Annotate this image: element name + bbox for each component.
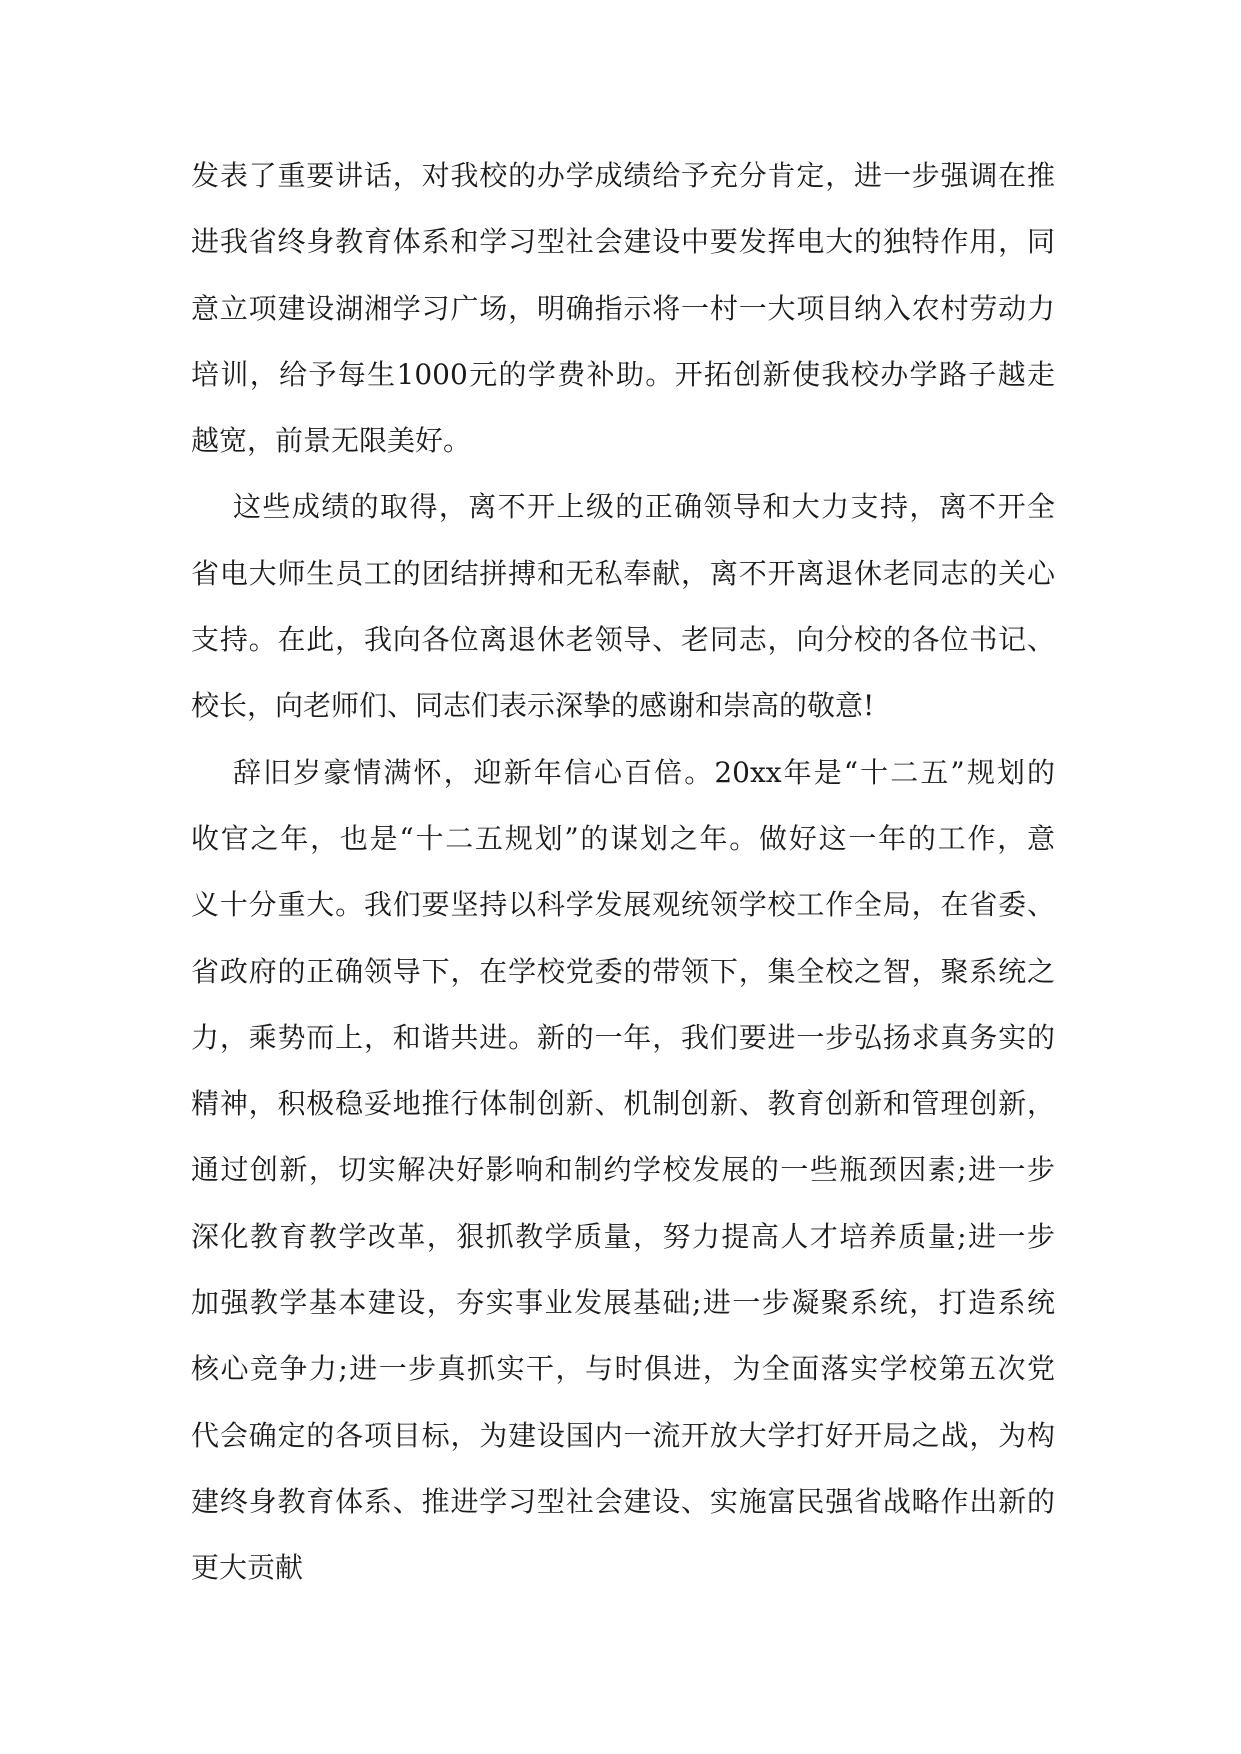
text-line: 培训，给予每生1000元的学费补助。开拓创新使我校办学路子越走	[191, 357, 1055, 391]
text-line: 义十分重大。我们要坚持以科学发展观统领学校工作全局，在省委、	[191, 888, 1055, 922]
body-text	[191, 156, 1055, 1615]
text-line: 力，乘势而上，和谐共进。新的一年，我们要进一步弘扬求真务实的	[191, 1020, 1055, 1054]
text-line: 省政府的正确领导下，在学校党委的带领下，集全校之智，聚系统之	[191, 954, 1055, 988]
text-line: 支持。在此，我向各位离退休老领导、老同志，向分校的各位书记、	[191, 623, 1055, 657]
text-line: 加强教学基本建设，夯实事业发展基础;进一步凝聚系统，打造系统	[191, 1286, 1055, 1320]
text-line: 深化教育教学改革，狠抓教学质量，努力提高人才培养质量;进一步	[191, 1219, 1055, 1253]
text-line: 辞旧岁豪情满怀，迎新年信心百倍。20xx年是“十二五”规划的	[233, 755, 1055, 789]
text-line: 校长，向老师们、同志们表示深挚的感谢和崇高的敬意!	[191, 689, 875, 723]
text-line: 省电大师生员工的团结拼搏和无私奉献，离不开离退休老同志的关心	[191, 556, 1055, 590]
text-line: 收官之年，也是“十二五规划”的谋划之年。做好这一年的工作，意	[191, 821, 1055, 855]
text-line: 代会确定的各项目标，为建设国内一流开放大学打好开局之战，为构	[191, 1418, 1055, 1452]
text-line: 核心竞争力;进一步真抓实干，与时俱进，为全面落实学校第五次党	[191, 1352, 1055, 1386]
text-line: 更大贡献	[191, 1551, 304, 1585]
text-line: 越宽，前景无限美好。	[191, 424, 472, 458]
text-line: 建终身教育体系、推进学习型社会建设、实施富民强省战略作出新的	[191, 1484, 1055, 1518]
text-line: 意立项建设湖湘学习广场，明确指示将一村一大项目纳入农村劳动力	[191, 291, 1055, 325]
text-line: 这些成绩的取得，离不开上级的正确领导和大力支持，离不开全	[233, 490, 1055, 524]
text-line: 发表了重要讲话，对我校的办学成绩给予充分肯定，进一步强调在推	[191, 159, 1055, 192]
text-line: 通过创新，切实解决好影响和制约学校发展的一些瓶颈因素;进一步	[191, 1153, 1055, 1187]
text-line: 进我省终身教育体系和学习型社会建设中要发挥电大的独特作用，同	[191, 225, 1055, 259]
text-line: 精神，积极稳妥地推行体制创新、机制创新、教育创新和管理创新，	[191, 1087, 1055, 1121]
